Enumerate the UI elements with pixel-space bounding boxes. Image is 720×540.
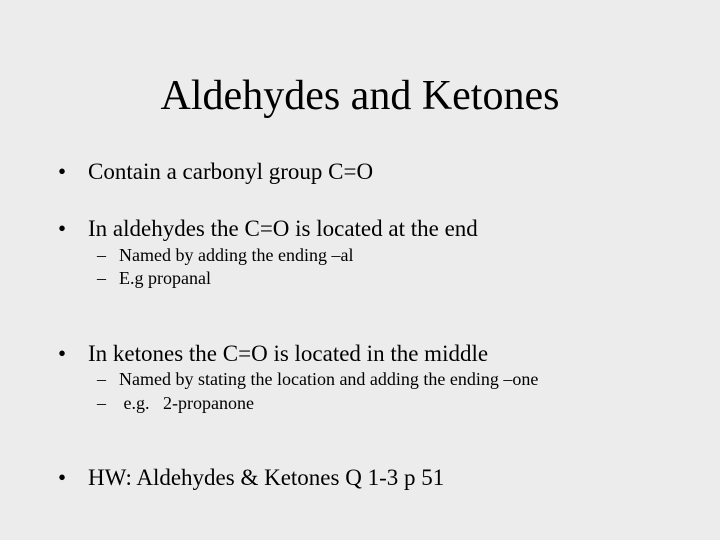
slide-title: Aldehydes and Ketones: [160, 73, 560, 119]
bullet-carbonyl: [58, 158, 373, 186]
bullet-marker: •: [58, 159, 67, 184]
sub-bullet-aldehyde-naming: [97, 244, 353, 266]
sub-bullet-aldehyde-example: [97, 267, 211, 289]
bullet-homework: [58, 464, 444, 492]
bullet-text: In ketones the C=O is located in the middle: [88, 341, 489, 366]
bullet-text: In aldehydes the C=O is located at the end: [88, 216, 478, 241]
bullet-ketones: [58, 340, 488, 368]
sub-bullet-ketone-example: [97, 392, 254, 414]
sub-bullet-text: Named by stating the location and adding the ending –one: [119, 369, 539, 389]
bullet-text: Contain a carbonyl group C=O: [88, 159, 374, 184]
bullet-marker: •: [58, 216, 67, 241]
bullet-text: HW: Aldehydes & Ketones Q 1-3 p 51: [88, 465, 445, 490]
sub-marker: –: [97, 268, 106, 288]
bullet-marker: •: [58, 341, 67, 366]
sub-bullet-text: e.g. 2-propanone: [119, 393, 254, 413]
sub-marker: –: [97, 369, 106, 389]
bullet-marker: •: [58, 465, 67, 490]
sub-marker: –: [97, 245, 106, 265]
bullet-aldehydes: [58, 215, 478, 243]
sub-marker: –: [97, 393, 106, 413]
sub-bullet-text: E.g propanal: [119, 268, 211, 288]
sub-bullet-ketone-naming: [97, 368, 538, 390]
sub-bullet-text: Named by adding the ending –al: [119, 245, 354, 265]
